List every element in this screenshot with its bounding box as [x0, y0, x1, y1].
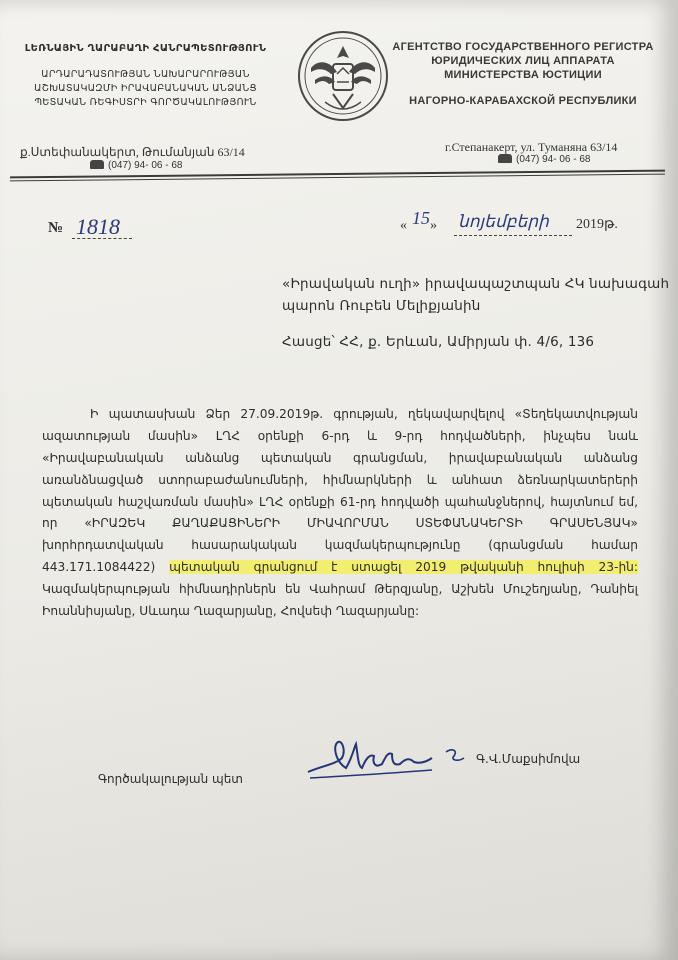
date-year: 2019թ.	[576, 217, 618, 232]
letterhead-left	[18, 42, 273, 110]
body-line: Իոաննիսյանը, Սևադա Ղազարյանը, Հովսեփ Ղազարյանը:	[42, 604, 420, 619]
phone-left	[90, 160, 183, 171]
body-line: ազատության մասին» ԼՂՀ օրենքի 6-րդ և 9-րդ հոդվածների, ինչպես նաև	[42, 428, 638, 443]
recipient-address: Հասցե՝ ՀՀ, ք. Երևան, Ամիրյան փ. 4/6, 136	[282, 334, 595, 350]
date-day: 15	[412, 208, 430, 228]
letterhead-left-line-3: ԱՇԽԱՏԱԿԱԶՄԻ ԻՐԱՎԱԲԱՆԱԿԱՆ ԱՆՁԱՆՑ	[34, 83, 257, 94]
letterhead-left-line-2: ԱՐԴԱՐԱԴԱՏՈՒԹՅԱՆ ՆԱԽԱՐԱՐՈՒԹՅԱՆ	[41, 69, 250, 80]
letterhead-right-line-2: ЮРИДИЧЕСКИХ ЛИЦ АППАРАТА	[431, 55, 615, 67]
body-line: պետական հաշվառման մասին» ԼՂՀ օրենքի 61-րդ հոդվածի պահանջներով, հայտնում եմ,	[42, 494, 638, 509]
handwritten-signature	[302, 728, 482, 788]
body-line: Ի պատասխան Ձեր 27.09.2019թ. գրության, ղեկավարվելով «Տեղեկատվության	[90, 407, 638, 421]
body-line: Կազմակերպության հիմնադիրներն են Վահրամ Թերզյանը, Աշխեն Մուշեղյանը, Դանիել	[42, 582, 638, 597]
address-right: г.Степанакерт, ул. Туманяна 63/14	[445, 140, 618, 154]
letter-number: 1818	[76, 214, 120, 239]
body-line: առանձնացված ստորաբաժանումների, հիմնարկների և անհատ ձեռնարկատերերի	[42, 472, 638, 487]
recipient-line-1: «Իրավական ուղի» իրավապաշտպան ՀԿ նախագահ	[282, 276, 670, 292]
letter-number-label: №	[48, 220, 64, 236]
body-line: որ «ԻՐԱԶԵԿ ՔԱՂԱՔԱՑԻՆԵՐԻ ՄԻԱՎՈՐՄԱՆ ՍՏԵՓԱՆԱԿԵՐՏԻ ԳՐԱՍԵՆՅԱԿ»	[42, 516, 638, 531]
phone-icon	[90, 160, 104, 169]
phone-left-number: (047) 94- 06 - 68	[108, 160, 183, 171]
body-line-highlighted	[42, 557, 638, 579]
letterhead-right	[388, 40, 658, 108]
letterhead-right-line-4: НАГОРНО-КАРАБАХСКОЙ РЕСПУБЛИКИ	[409, 95, 637, 107]
phone-right	[498, 154, 591, 165]
letterhead-right-line-1: АГЕНТСТВО ГОСУДАРСТВЕННОГО РЕГИСТРА	[392, 41, 654, 53]
body-line: խորհրդատվական հասարակական կազմակերպությունը (գրանցման համար	[42, 538, 638, 553]
letterhead-left-line-4: ՊԵՏԱԿԱՆ ՌԵԳԻՍՏՐԻ ԳՈՐԾԱԿԱԼՈՒԹՅՈՒՆ	[34, 97, 257, 108]
highlighted-text: պետական գրանցում է ստացել 2019 թվականի հուլիսի 23-ին:	[169, 560, 639, 575]
address-left: ք.Ստեփանակերտ, Թումանյան 63/14	[20, 145, 245, 159]
recipient-line-2: պարոն Ռուբեն Մելիքյանին	[282, 298, 481, 314]
letterhead-right-line-3: МИНИСТЕРСТВА ЮСТИЦИИ	[444, 69, 602, 81]
signatory-title: Գործակալության պետ	[98, 772, 243, 786]
coat-of-arms-icon	[297, 28, 389, 124]
letterhead-left-line-1: ԼԵՌՆԱՅԻՆ ՂԱՐԱԲԱՂԻ ՀԱՆՐԱՊԵՏՈՒԹՅՈՒՆ	[24, 43, 267, 54]
signatory-name: Գ.Վ.Մաքսիմովա	[476, 752, 581, 766]
registration-number: 443.171.1084422)	[42, 560, 156, 575]
body-line: «Իրավաբանական անձանց պետական գրանցման, իրավաբանական անձանց	[42, 450, 638, 465]
letter-body	[42, 404, 638, 623]
date-quote-close: »	[430, 218, 437, 233]
date-month: նոյեմբերի	[458, 212, 549, 231]
date-quote-open: «	[400, 218, 407, 233]
phone-icon	[498, 154, 512, 163]
phone-right-number: (047) 94- 06 - 68	[516, 154, 591, 165]
date-month-line	[454, 234, 572, 236]
